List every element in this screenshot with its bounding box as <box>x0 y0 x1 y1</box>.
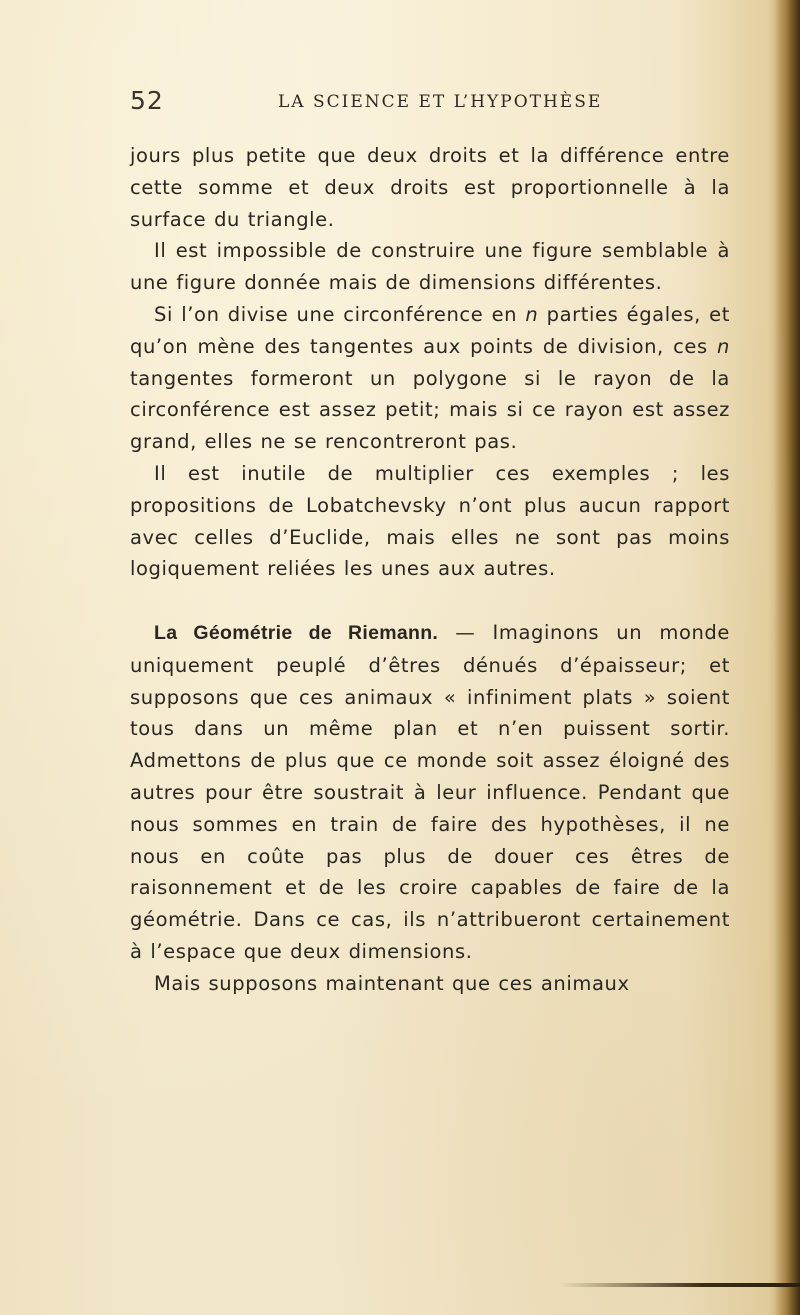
variable-n: n <box>717 334 730 358</box>
paragraph-text: Si l’on divise une circonférence en <box>154 302 526 326</box>
body-text <box>130 140 730 1000</box>
paragraph-text: tangentes formeront un polygone si le rayon de la circonférence est assez petit; mais si ce rayon est assez grand, elles ne se rencontreront pas. <box>130 366 730 454</box>
page-header <box>130 86 730 126</box>
paragraph-riemann <box>130 617 730 968</box>
paragraph-continued: jours plus petite que deux droits et la différence entre cette somme et deux droits est proportionnelle à la surface du triangle. <box>130 144 730 231</box>
paragraph-text: parties égales, et qu’on mène des tangentes aux points de division, ces <box>130 302 730 358</box>
section-spacer <box>130 585 730 617</box>
page-number: 52 <box>130 86 164 115</box>
section-title: La Géométrie de Riemann. <box>154 621 439 644</box>
page-edge-shadow <box>774 0 800 1315</box>
paragraph-lobatchevsky: Il est inutile de multiplier ces exemples ; les propositions de Lobatchevsky n’ont plus aucun rapport avec celles d’Euclide, mais elles ne sont pas moins logiquement reliées les unes aux autres. <box>130 461 730 581</box>
paragraph-final: Mais supposons maintenant que ces animaux <box>154 971 630 995</box>
running-title: LA SCIENCE ET L’HYPOTHÈSE <box>278 92 603 112</box>
bottom-edge-rule <box>560 1283 800 1287</box>
paragraph-circumference <box>130 299 730 458</box>
paragraph-text: — Imaginons un monde uniquement peuplé d’êtres dénués d’épaisseur; et supposons que ces animaux « infiniment plats » soient tous dans un même plan et n’en puissent sortir. Admettons de plus que ce monde soit assez éloigné des autres pour être soustrait à leur influence. Pendant que nous sommes en train de faire des hypothèses, il ne nous en coûte pas plus de douer ces êtres de raisonnement et de les croire capables de faire de la géométrie. Dans ce cas, ils n’attribueront certainement à l’espace que deux dimensions. <box>130 620 731 963</box>
paragraph-similar-figures: Il est impossible de construire une figure semblable à une figure donnée mais de dimensions différentes. <box>130 239 730 295</box>
variable-n: n <box>525 302 539 326</box>
